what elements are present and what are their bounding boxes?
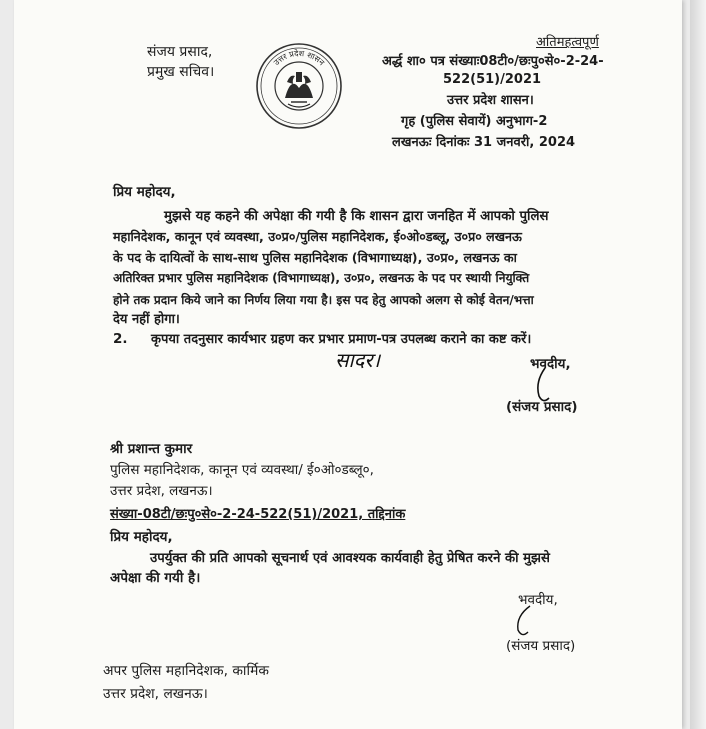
body-line: महानिदेशक, कानून एवं व्यवस्था, उ०प्र०/पुलिस महानिदेशक, ई०ओ०डब्लू, उ०प्र० लखनऊ: [113, 229, 522, 244]
page-edge: [690, 0, 706, 729]
recipient-post: पुलिस महानिदेशक, कानून एवं व्यवस्था/ ई०ओ०डब्लू०,: [110, 462, 374, 478]
svg-text:उत्तर प्रदेश शासन: [272, 48, 327, 68]
handwritten-regards: सादर।: [335, 348, 381, 372]
body-line: के पद के दायित्वों के साथ-साथ पुलिस महानिदेशक (विभागाध्यक्ष), उ०प्र०, लखनऊ का: [113, 250, 517, 265]
place-and-date: लखनऊः दिनांकः 31 जनवरी, 2024: [392, 135, 576, 150]
paragraph-two: कृपया तदनुसार कार्यभार ग्रहण कर प्रभार प्रमाण-पत्र उपलब्ध कराने का कष्ट करें।: [151, 332, 532, 347]
sender-name: संजय प्रसाद,: [147, 44, 213, 60]
copy-recipient-place: उत्तर प्रदेश, लखनऊ।: [103, 686, 208, 702]
department-name: गृह (पुलिस सेवायें) अनुभाग-2: [401, 114, 548, 129]
copy-body-line: अपेक्षा की गयी है।: [110, 570, 201, 586]
copy-salutation: प्रिय महोदय,: [110, 529, 173, 545]
copy-reference-number: संख्या-08टी/छःपु०से०-2-24-522(51)/2021, तद्दिनांक: [110, 507, 406, 522]
body-line: होने तक प्रदान किये जाने का निर्णय लिया गया है। इस पद हेतु आपको अलग से कोई वेतन/भत्ता: [113, 293, 534, 307]
copy-recipient-post: अपर पुलिस महानिदेशक, कार्मिक: [103, 663, 269, 679]
salutation: प्रिय महोदय,: [113, 184, 176, 200]
paragraph-number: 2.: [113, 331, 128, 347]
reference-number-cont: 522(51)/2021: [443, 72, 542, 87]
closing: भवदीय,: [530, 356, 571, 372]
up-government-emblem: [255, 42, 343, 130]
emblem-text: उत्तर प्रदेश शासन: [271, 48, 327, 68]
priority-label: अतिमहत्वपूर्ण: [536, 35, 599, 50]
copy-closing: भवदीय,: [518, 592, 558, 608]
government-name: उत्तर प्रदेश शासन।: [447, 93, 534, 108]
sender-designation: प्रमुख सचिव।: [147, 64, 215, 80]
recipient-place: उत्तर प्रदेश, लखनऊ।: [110, 483, 213, 499]
signatory-name: (संजय प्रसाद): [506, 399, 578, 415]
copy-signatory-name: (संजय प्रसाद): [506, 638, 576, 654]
copy-body-line: उपर्युक्त की प्रति आपको सूचनार्थ एवं आवश्यक कार्यवाही हेतु प्रेषित करने की मुझसे: [150, 551, 550, 566]
reference-number: अर्द्ध शा० पत्र संख्याः08टी०/छःपु०से०-2-24-: [382, 54, 604, 69]
body-line: मुझसे यह कहने की अपेक्षा की गयी है कि शासन द्वारा जनहित में आपको पुलिस: [164, 209, 549, 224]
body-line: देय नहीं होगा।: [113, 312, 180, 327]
recipient-name: श्री प्रशान्त कुमार: [110, 441, 193, 457]
body-line: अतिरिक्त प्रभार पुलिस महानिदेशक (विभागाध्यक्ष), उ०प्र०, लखनऊ के पद पर स्थायी नियुक्ति: [113, 271, 530, 285]
copy-signature-mark: [508, 604, 538, 640]
